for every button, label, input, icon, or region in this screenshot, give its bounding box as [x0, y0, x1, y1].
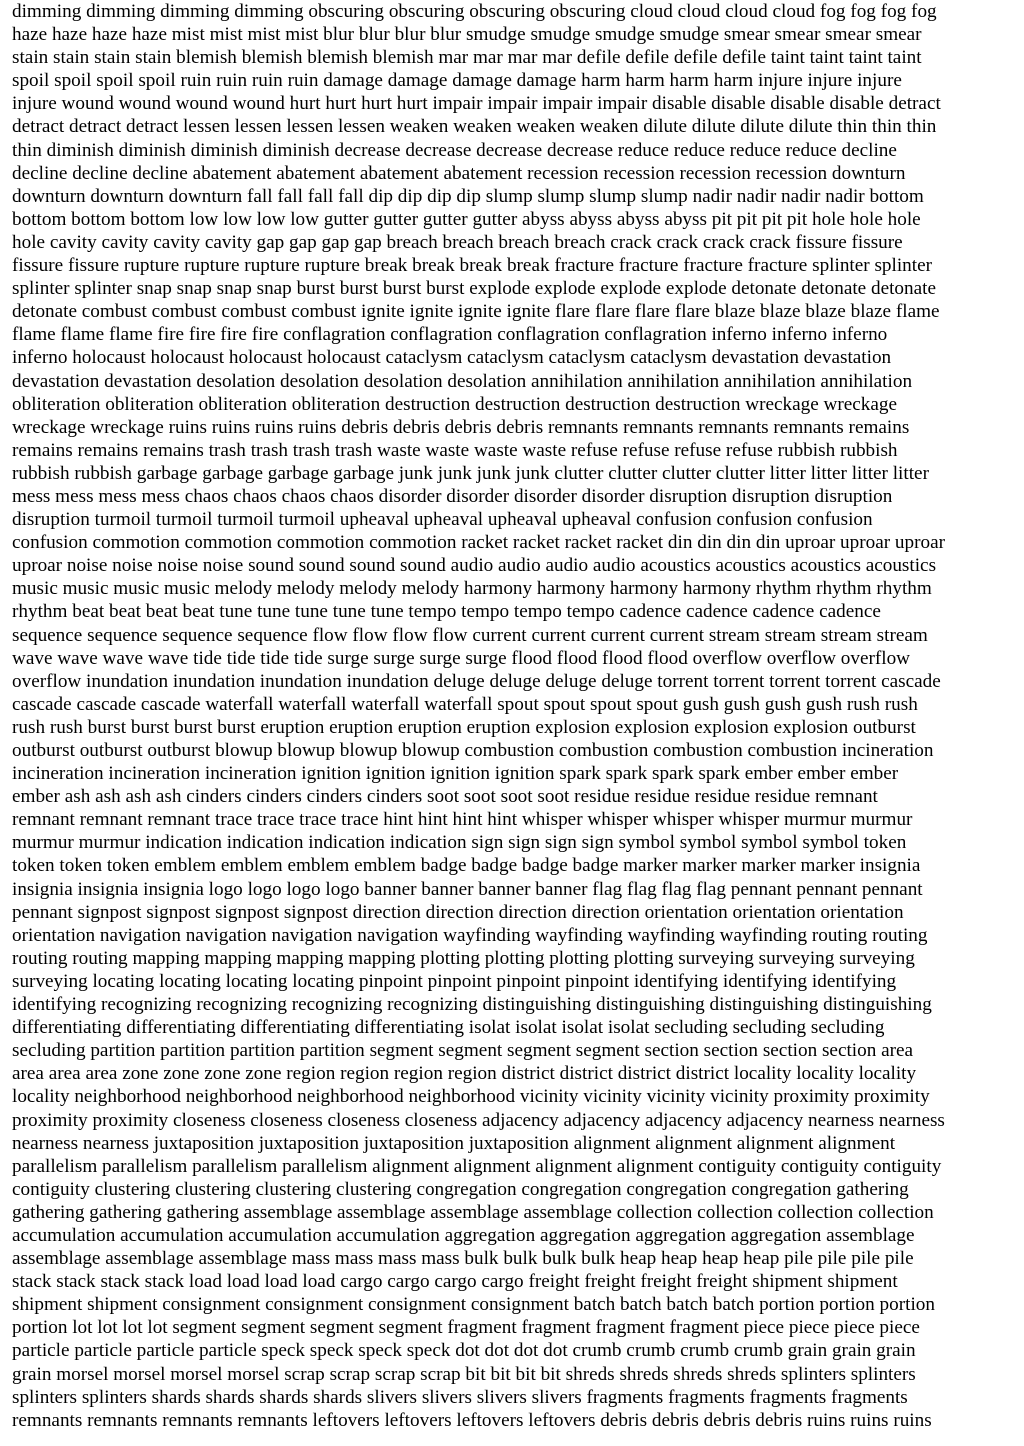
text-line: splinter splinter snap snap snap snap burst burst burst burst explode explode explode explode detonate detonate detonate: [12, 278, 936, 300]
text-line: particle particle particle particle speck speck speck speck dot dot dot dot crumb crumb crumb crumb grain grain grain: [12, 1340, 916, 1362]
text-line: surveying locating locating locating locating pinpoint pinpoint pinpoint pinpoint identifying identifying identifying: [12, 970, 897, 992]
text-line: rush rush burst burst burst burst eruption eruption eruption eruption explosion explosion explosion explosion outburst: [12, 716, 916, 738]
text-line: ember ash ash ash ash cinders cinders cinders cinders soot soot soot soot residue residue residue residue remnant: [12, 786, 878, 808]
text-line: flame flame flame fire fire fire fire conflagration conflagration conflagration conflagration inferno inferno inferno: [12, 324, 888, 346]
text-line: dimming dimming dimming dimming obscuring obscuring obscuring obscuring cloud cloud cloud cloud fog fog fog fog: [12, 1, 937, 22]
text-line: music music music music melody melody melody melody harmony harmony harmony harmony rhythm rhythm rhythm: [12, 578, 932, 600]
text-line: proximity proximity closeness closeness closeness closeness adjacency adjacency adjacency adjacency nearness nearness: [12, 1109, 945, 1131]
text-line: hole cavity cavity cavity cavity gap gap gap gap breach breach breach breach crack crack crack crack fissure fissure: [12, 231, 903, 253]
text-line: wave wave wave wave tide tide tide tide surge surge surge surge flood flood flood flood overflow overflow overflow: [12, 647, 911, 669]
text-line: grain morsel morsel morsel morsel scrap scrap scrap scrap bit bit bit bit shreds shreds shreds shreds splinters splinters: [12, 1363, 916, 1385]
text-line: orientation navigation navigation navigation navigation wayfinding wayfinding wayfinding wayfinding routing routing: [12, 924, 928, 946]
text-line: insignia insignia insignia logo logo logo logo banner banner banner banner flag flag flag flag pennant pennant pennant: [12, 878, 923, 900]
text-line: downturn downturn downturn fall fall fall fall dip dip dip dip slump slump slump slump nadir nadir nadir nadir bottom: [12, 185, 924, 207]
text-line: fissure fissure rupture rupture rupture rupture break break break break fracture fracture fracture fracture splinter splinter: [12, 255, 933, 277]
text-line: stack stack stack stack load load load load cargo cargo cargo cargo freight freight freight freight shipment shipment: [12, 1271, 898, 1293]
text-line: token token token emblem emblem emblem emblem badge badge badge badge marker marker marker marker insignia: [12, 855, 921, 877]
text-line: disruption turmoil turmoil turmoil turmoil upheaval upheaval upheaval upheaval confusion confusion confusion: [12, 509, 873, 531]
text-line: remnants remnants remnants remnants leftovers leftovers leftovers leftovers debris debris debris debris ruins ruins ruins: [12, 1409, 932, 1431]
text-line: murmur murmur indication indication indication indication sign sign sign sign symbol symbol symbol symbol token: [12, 832, 907, 854]
text-line: spoil spoil spoil spoil ruin ruin ruin ruin damage damage damage damage harm harm harm harm injure injure injure: [12, 70, 902, 92]
text-line: outburst outburst outburst blowup blowup blowup blowup combustion combustion combustion combustion incineration: [12, 740, 934, 761]
text-line: pennant signpost signpost signpost signpost direction direction direction direction orientation orientation orientation: [12, 901, 904, 923]
text-line: routing routing mapping mapping mapping mapping plotting plotting plotting plotting surveying surveying surveying: [12, 947, 915, 969]
text-line: wreckage wreckage ruins ruins ruins ruins debris debris debris debris remnants remnants remnants remnants remains: [12, 416, 910, 438]
text-line: parallelism parallelism parallelism parallelism alignment alignment alignment alignment contiguity contiguity contiguity: [12, 1155, 942, 1177]
text-line: splinters splinters shards shards shards shards slivers slivers slivers slivers fragments fragments fragments fragments: [12, 1386, 908, 1408]
text-line: remains remains remains trash trash trash trash waste waste waste waste refuse refuse refuse refuse rubbish rubbish: [12, 439, 898, 461]
text-line: sequence sequence sequence sequence flow flow flow flow current current current current stream stream stream stream: [12, 624, 928, 646]
text-line: portion lot lot lot lot segment segment segment segment fragment fragment fragment fragment piece piece piece piece: [12, 1317, 920, 1339]
text-line: uproar noise noise noise noise sound sound sound sound audio audio audio audio acoustics acoustics acoustics acoustics: [12, 555, 937, 577]
text-line: gathering gathering gathering assemblage assemblage assemblage assemblage collection collection collection collection: [12, 1201, 934, 1223]
text-line: identifying recognizing recognizing recognizing recognizing distinguishing distinguishing distinguishing distinguishing: [12, 994, 932, 1016]
text-line: differentiating differentiating differentiating differentiating isolat isolat isolat isolat secluding secluding secluding: [12, 1017, 885, 1039]
text-line: area area area zone zone zone zone region region region region district district district district locality locality locality: [12, 1063, 917, 1085]
text-line: injure wound wound wound wound hurt hurt hurt hurt impair impair impair impair disable disable disable disable detract: [12, 93, 941, 115]
text-line: decline decline decline abatement abatement abatement abatement recession recession recession recession downturn: [12, 162, 906, 184]
text-line: detonate combust combust combust combust ignite ignite ignite ignite flare flare flare flare blaze blaze blaze blaze flame: [12, 301, 940, 323]
text-line: rubbish rubbish garbage garbage garbage garbage junk junk junk junk clutter clutter clutter clutter litter litter litter litter: [12, 462, 929, 484]
text-line: shipment shipment consignment consignment consignment consignment batch batch batch batch portion portion portion: [12, 1294, 935, 1316]
text-line: incineration incineration incineration ignition ignition ignition ignition spark spark spark spark ember ember ember: [12, 763, 899, 785]
text-line: thin diminish diminish diminish diminish decrease decrease decrease decrease reduce reduce reduce reduce decline: [12, 139, 897, 161]
text-line: remnant remnant remnant trace trace trace trace hint hint hint hint whisper whisper whisper whisper murmur murmur: [12, 809, 913, 831]
text-line: confusion commotion commotion commotion commotion racket racket racket racket din din din din uproar uproar uproar: [12, 532, 945, 554]
text-line: overflow inundation inundation inundation inundation deluge deluge deluge deluge torrent torrent torrent torrent cascade: [12, 670, 941, 692]
text-line: cascade cascade cascade waterfall waterfall waterfall waterfall spout spout spout spout gush gush gush gush rush rush: [12, 693, 918, 715]
text-line: contiguity clustering clustering clustering clustering congregation congregation congregation congregation gathering: [12, 1178, 909, 1200]
text-line: accumulation accumulation accumulation accumulation aggregation aggregation aggregation aggregation assemblage: [12, 1224, 915, 1246]
text-line: locality neighborhood neighborhood neighborhood neighborhood vicinity vicinity vicinity vicinity proximity proximity: [12, 1086, 930, 1108]
text-line: rhythm beat beat beat beat tune tune tune tune tune tempo tempo tempo tempo cadence cadence cadence cadence: [12, 601, 881, 623]
text-line: mess mess mess mess chaos chaos chaos chaos disorder disorder disorder disorder disruption disruption disruption: [12, 485, 893, 507]
text-line: bottom bottom bottom low low low low gutter gutter gutter gutter abyss abyss abyss abyss pit pit pit pit hole hole hole: [12, 208, 921, 230]
text-line: haze haze haze haze mist mist mist mist blur blur blur blur smudge smudge smudge smudge smear smear smear smear: [12, 24, 922, 46]
text-line: obliteration obliteration obliteration obliteration destruction destruction destruction destruction wreckage wreckage: [12, 393, 898, 415]
text-line: devastation devastation desolation desolation desolation desolation annihilation annihilation annihilation annihilation: [12, 370, 913, 392]
text-line: inferno holocaust holocaust holocaust holocaust cataclysm cataclysm cataclysm cataclysm devastation devastation: [12, 347, 892, 369]
text-line: stain stain stain stain blemish blemish blemish blemish mar mar mar mar defile defile defile defile taint taint taint taint: [12, 47, 922, 69]
word-list-text: [12, 0, 1012, 1432]
text-line: assemblage assemblage assemblage mass mass mass mass bulk bulk bulk bulk heap heap heap heap pile pile pile pile: [12, 1248, 914, 1270]
text-line: detract detract detract lessen lessen lessen lessen weaken weaken weaken weaken dilute dilute dilute dilute thin thin thin: [12, 116, 937, 138]
text-line: secluding partition partition partition partition segment segment segment segment section section section section area: [12, 1040, 914, 1062]
text-line: nearness nearness juxtaposition juxtaposition juxtaposition juxtaposition alignment alignment alignment alignment: [12, 1132, 896, 1154]
